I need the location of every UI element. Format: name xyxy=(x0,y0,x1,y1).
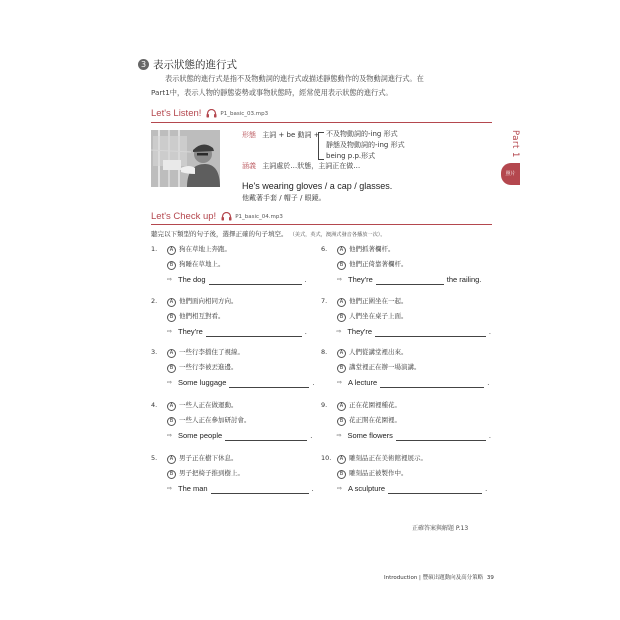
arrow-icon: ⇨ xyxy=(167,328,173,335)
option-b-mark: B xyxy=(337,261,346,270)
example-sentence-en: He's wearing gloves / a cap / glasses. xyxy=(242,181,393,191)
arrow-icon: ⇨ xyxy=(167,432,173,439)
item-number: 3. xyxy=(151,348,158,356)
option-a-text: 男子正在樹下休息。 xyxy=(179,454,238,462)
answer-suffix: . xyxy=(310,431,313,440)
form-bracket xyxy=(318,132,324,160)
listen-banner xyxy=(151,108,268,119)
answer-suffix: . xyxy=(304,275,307,284)
answer-blank[interactable] xyxy=(225,432,307,441)
option-b-text: 男子把椅子推到樹上。 xyxy=(179,469,244,477)
option-b-text: 講堂裡正在辦一場演講。 xyxy=(349,363,421,371)
check-banner xyxy=(151,211,283,222)
part-side-label: Part 1 xyxy=(510,130,520,158)
answer-prefix: Some people xyxy=(178,431,223,440)
option-a-mark: A xyxy=(337,349,346,358)
answer-prefix: Some flowers xyxy=(347,431,393,440)
page-footer xyxy=(384,573,494,581)
meaning-label: 涵義 xyxy=(242,162,256,170)
exercise-item-10 xyxy=(321,449,491,494)
exercise-item-3 xyxy=(151,343,321,388)
option-b-mark: B xyxy=(167,261,176,270)
check-title: Let's Check up! xyxy=(151,211,217,222)
headphones-icon xyxy=(221,212,232,221)
option-a-text: 他們面向相同方向。 xyxy=(179,297,238,305)
item-number: 8. xyxy=(321,348,328,356)
arrow-icon: ⇨ xyxy=(337,379,343,386)
option-b-mark: B xyxy=(337,470,346,479)
arrow-icon: ⇨ xyxy=(167,276,173,283)
answer-reference: 正確答案與解題 P.13 xyxy=(412,525,469,532)
instruction-note: （美式，英式，澳洲式發音各播放一次）。 xyxy=(289,232,386,238)
example-sentence-zh: 他戴著手套 / 帽子 / 眼鏡。 xyxy=(242,194,326,202)
listen-audio-file: P1_basic_03.mp3 xyxy=(220,110,269,117)
answer-prefix: The dog xyxy=(178,275,206,284)
answer-suffix: . xyxy=(485,484,488,493)
item-number: 2. xyxy=(151,297,158,305)
exercise-item-1 xyxy=(151,240,321,285)
answer-prefix: A lecture xyxy=(348,378,378,387)
meaning-line xyxy=(242,161,360,171)
arrow-icon: ⇨ xyxy=(167,379,173,386)
form-label: 形態 xyxy=(242,131,256,139)
arrow-icon: ⇨ xyxy=(337,276,343,283)
answer-prefix: They're xyxy=(348,275,373,284)
arrow-icon: ⇨ xyxy=(336,328,342,335)
answer-suffix: . xyxy=(311,484,314,493)
item-number: 10. xyxy=(321,454,332,462)
answer-prefix: They're xyxy=(178,327,203,336)
exercise-item-6 xyxy=(321,240,491,285)
exercise-item-9 xyxy=(321,396,491,441)
check-audio-file: P1_basic_04.mp3 xyxy=(235,213,283,220)
arrow-icon: ⇨ xyxy=(167,485,173,492)
item-number: 4. xyxy=(151,401,158,409)
answer-blank[interactable] xyxy=(380,379,484,388)
answer-suffix: the railing. xyxy=(446,275,482,284)
answer-blank[interactable] xyxy=(211,485,309,494)
footer-text: Introduction | 豐碩出題動向及高分策略 xyxy=(384,575,484,581)
option-b-mark: B xyxy=(167,470,176,479)
answer-prefix: The man xyxy=(178,484,208,493)
option-b-text: 人們坐在桌子上面。 xyxy=(349,312,408,320)
answer-suffix: . xyxy=(304,327,307,336)
check-instruction xyxy=(151,229,386,238)
option-b-mark: B xyxy=(167,313,176,322)
option-b-mark: B xyxy=(337,313,346,322)
section-heading xyxy=(138,57,237,72)
check-divider xyxy=(151,224,492,225)
option-a-text: 狗在草地上奔跑。 xyxy=(179,245,231,253)
item-number: 7. xyxy=(321,297,328,305)
answer-suffix: . xyxy=(488,327,491,336)
option-b-text: 一些人正在參加研討會。 xyxy=(179,416,251,424)
option-a-text: 一些行李擋住了視線。 xyxy=(179,348,244,356)
item-number: 9. xyxy=(321,401,328,409)
option-b-text: 一些行李被丟進邊。 xyxy=(179,363,238,371)
intro-line-1: 表示狀態的進行式是指不及物動詞的進行式或描述靜態動作的及物動詞進行式。在 xyxy=(165,74,424,83)
instruction-text: 聽完以下類型的句子後，選擇正確的句子填空。 xyxy=(151,230,288,238)
answer-suffix: . xyxy=(312,378,315,387)
option-a-text: 一些人正在做運動。 xyxy=(179,401,238,409)
answer-suffix: . xyxy=(487,378,490,387)
answer-blank[interactable] xyxy=(206,328,302,337)
form-text: 主詞 + be 動詞 + xyxy=(262,131,320,139)
option-a-mark: A xyxy=(337,246,346,255)
arrow-icon: ⇨ xyxy=(337,485,343,492)
exercise-item-2 xyxy=(151,292,321,337)
answer-blank[interactable] xyxy=(376,276,444,285)
item-number: 5. xyxy=(151,454,158,462)
option-b-mark: B xyxy=(337,417,346,426)
answer-blank[interactable] xyxy=(209,276,302,285)
option-a-mark: A xyxy=(167,298,176,307)
option-b-text: 他們正倚靠著欄杆。 xyxy=(349,260,408,268)
option-b-text: 狗睡在草地上。 xyxy=(179,260,225,268)
option-a-text: 他們正圍坐在一起。 xyxy=(349,297,408,305)
part-side-tab: 照片 xyxy=(501,163,520,185)
man-wearing-cap-photo xyxy=(151,130,220,187)
option-a-mark: A xyxy=(337,298,346,307)
item-number: 6. xyxy=(321,245,328,253)
option-a-mark: A xyxy=(167,455,176,464)
option-b-text: 花正開在花園裡。 xyxy=(349,416,401,424)
section-number-badge: 3 xyxy=(138,59,149,70)
arrow-icon: ⇨ xyxy=(336,432,342,439)
exercise-item-8 xyxy=(321,343,491,388)
option-a-mark: A xyxy=(337,455,346,464)
option-a-text: 雕刻品正在美術館裡展示。 xyxy=(349,454,427,462)
answer-blank[interactable] xyxy=(375,328,486,337)
option-a-mark: A xyxy=(167,402,176,411)
option-b-mark: B xyxy=(167,364,176,373)
form-option-1: 不及物動詞的-ing 形式 xyxy=(326,130,398,138)
answer-prefix: They're xyxy=(347,327,373,336)
meaning-text: 主詞處於…狀態，主詞正在做… xyxy=(262,162,361,170)
option-b-mark: B xyxy=(337,364,346,373)
item-number: 1. xyxy=(151,245,158,253)
option-a-mark: A xyxy=(337,402,346,411)
answer-suffix: . xyxy=(488,431,492,440)
listen-divider xyxy=(151,122,492,123)
answer-prefix: A sculpture xyxy=(348,484,386,493)
option-b-mark: B xyxy=(167,417,176,426)
option-a-mark: A xyxy=(167,349,176,358)
answer-blank[interactable] xyxy=(396,432,486,441)
option-b-text: 他們相互對看。 xyxy=(179,312,225,320)
section-title: 表示狀態的進行式 xyxy=(153,59,237,71)
answer-blank[interactable] xyxy=(229,379,309,388)
form-option-2: 靜態及物動詞的-ing 形式 xyxy=(326,141,405,149)
form-option-3: being p.p.形式 xyxy=(326,152,376,160)
option-a-text: 人們從講堂裡出來。 xyxy=(349,348,408,356)
answer-blank[interactable] xyxy=(388,485,482,494)
option-b-text: 雕刻品正被製作中。 xyxy=(349,469,408,477)
option-a-mark: A xyxy=(167,246,176,255)
form-line xyxy=(242,130,320,140)
section-intro xyxy=(151,72,491,100)
headphones-icon xyxy=(206,109,217,118)
page-number: 39 xyxy=(486,575,494,581)
exercise-item-5 xyxy=(151,449,321,494)
exercise-item-7 xyxy=(321,292,491,337)
option-a-text: 他們抓著欄杆。 xyxy=(349,245,395,253)
exercise-item-4 xyxy=(151,396,321,441)
answer-prefix: Some luggage xyxy=(178,378,227,387)
listen-title: Let's Listen! xyxy=(151,108,202,119)
option-a-text: 正在花園裡種花。 xyxy=(349,401,401,409)
intro-line-2: Part1中，表示人物的靜態姿勢或事物狀態時，經常使用表示狀態的進行式。 xyxy=(151,88,393,97)
